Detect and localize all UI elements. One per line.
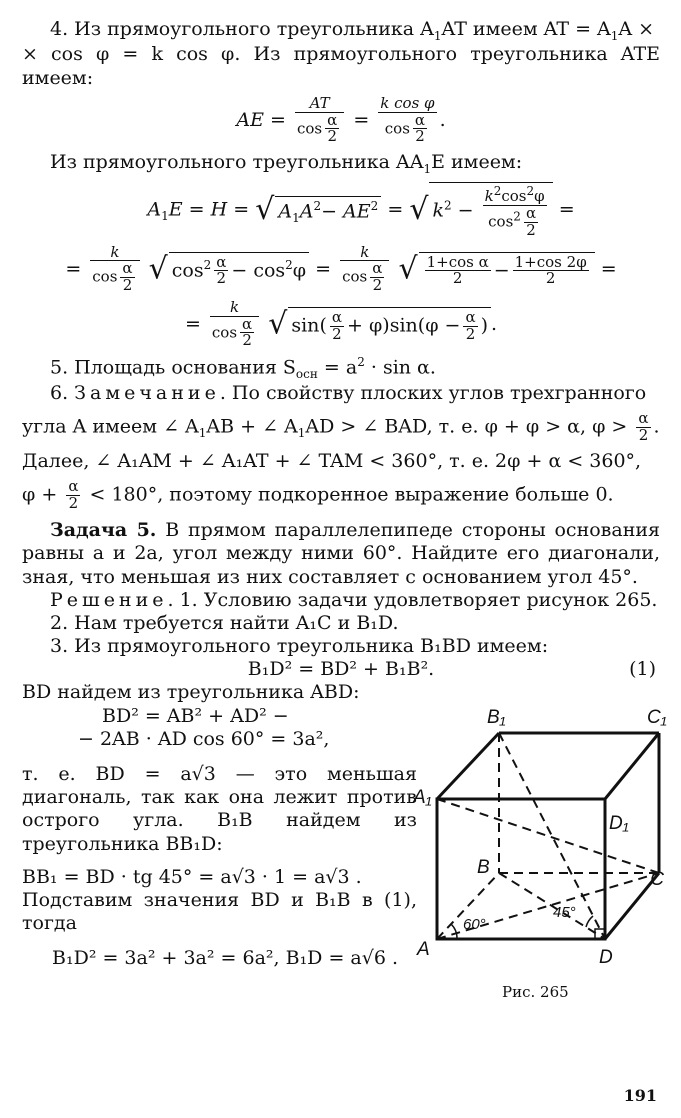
paragraph-6-line3: Далее, ∠ A₁AM + ∠ A₁AT + ∠ TAM < 360°, т. е. 2φ + α < 360°,	[22, 449, 642, 472]
label-c: C	[650, 869, 664, 891]
solution-column	[22, 681, 417, 970]
label-c1: C₁	[647, 707, 667, 729]
page-number: 191	[623, 1086, 657, 1105]
solution-line-7: Подставим значения BD и B₁B в (1), тогда	[22, 888, 417, 935]
label-b1: B₁	[487, 707, 506, 729]
formula-h-3: = k cos $\frac{\alpha}{2}$ √ sin( $\frac{\alpha}{2}$ + φ)sin(φ − $\frac{\alpha}{2}$ ) .	[184, 297, 498, 350]
label-angle-60: 60°	[463, 916, 486, 934]
solution-line-6: BB₁ = BD · tg 45° = a√3 · 1 = a√3 .	[22, 865, 362, 888]
label-a: A	[417, 939, 430, 961]
paragraph-6: 6. Замечание. По свойству плоских углов трехгранного	[50, 381, 647, 404]
solution-line-4: BD найдем из треугольника ABD:	[22, 681, 360, 704]
figure-area	[22, 681, 667, 1021]
task-5: Задача 5. В прямом параллелепипеде стороны основания равны a и 2a, угол между ними 60°. Найдите его диагонали, зная, что меньшая из них составляет с основанием угол 45°.	[22, 519, 661, 588]
solution-line-3: 3. Из прямоугольного треугольника B₁BD имеем:	[50, 635, 549, 658]
edge-d1c1	[605, 733, 659, 799]
angle-60-arc	[451, 924, 457, 939]
paragraph-5: 5. Площадь основания $S_{осн} = a^2 \cdot \sin \alpha$.	[50, 355, 436, 382]
formula-ae: AE = AT cos $\frac{\alpha}{2}$ = k cos φ cos $\frac{\alpha}{2}$ .	[236, 93, 446, 146]
label-a1: A₁	[413, 787, 432, 809]
angle-45-arc	[586, 916, 593, 927]
edge-a1b1	[437, 733, 499, 799]
page-body	[22, 18, 667, 1021]
formula-h-2: = k cos $\frac{\alpha}{2}$ √ $\cos^2$ $\frac{\alpha}{2}$ − $\cos^2\varphi$ = k cos $\frac{\alpha}{2}$ √ $\frac{\text{1+cos α}}{2}$ − $\frac{1+\cos 2\varphi}{2}$ =	[65, 242, 617, 295]
diagonal-b1d	[499, 733, 605, 939]
paragraph-4-cont: × cos φ = k cos φ. Из прямоугольного треугольника ATE имеем:	[22, 43, 660, 89]
solution-eq-2: BD² = AB² + AD² −	[102, 704, 289, 727]
formula-h: $A_1E = H$ = √ $A_1A^2- AE^2$ = √ $k^2$ − $k^2\cos^2\varphi$ $\cos^2$ $\frac{\alpha}{2}$ =	[147, 184, 575, 239]
paragraph-6-line4: φ + $\frac{\alpha}{2}$ < 180°, поэтому подкоренное выражение больше 0.	[22, 476, 614, 512]
solution-line-8: B₁D² = 3a² + 3a² = 6a², B₁D = a√6 .	[52, 947, 399, 970]
figure-caption: Рис. 265	[502, 983, 569, 1002]
label-angle-45: 45°	[553, 904, 576, 922]
label-d1: D₁	[609, 813, 629, 835]
paragraph-4: 4. Из прямоугольного треугольника $A_1AT$ имеем AT = $A_1A$ ×	[50, 18, 655, 43]
label-d: D	[599, 947, 613, 969]
equation-1: B₁D² = BD² + B₁B². (1)	[247, 658, 656, 681]
solution-line-5: т. е. BD = a√3 — это меньшая диагональ, так как она лежит против острого угла. B₁B найдем из треугольника BB₁D:	[22, 763, 417, 855]
figure-265	[377, 673, 667, 973]
paragraph-6-line2: угла A имеем ∠ $A_1AB$ + ∠ $A_1AD$ > ∠ BAD, т. е. φ + φ > α, φ > $\frac{\alpha}{2}$ .	[22, 409, 660, 444]
solution-line-1: Решение. 1. Условию задачи удовлетворяет рисунок 265.	[50, 588, 658, 611]
equation-number: (1)	[629, 658, 656, 681]
paragraph-4b: Из прямоугольного треугольника $AA_1E$ имеем:	[50, 151, 523, 176]
diagonal-a1c	[437, 799, 659, 873]
label-b: B	[477, 857, 490, 879]
solution-eq-3: − 2AB · AD cos 60° = 3a²,	[78, 727, 330, 750]
solution-line-2: 2. Нам требуется найти A₁C и B₁D.	[50, 611, 399, 634]
